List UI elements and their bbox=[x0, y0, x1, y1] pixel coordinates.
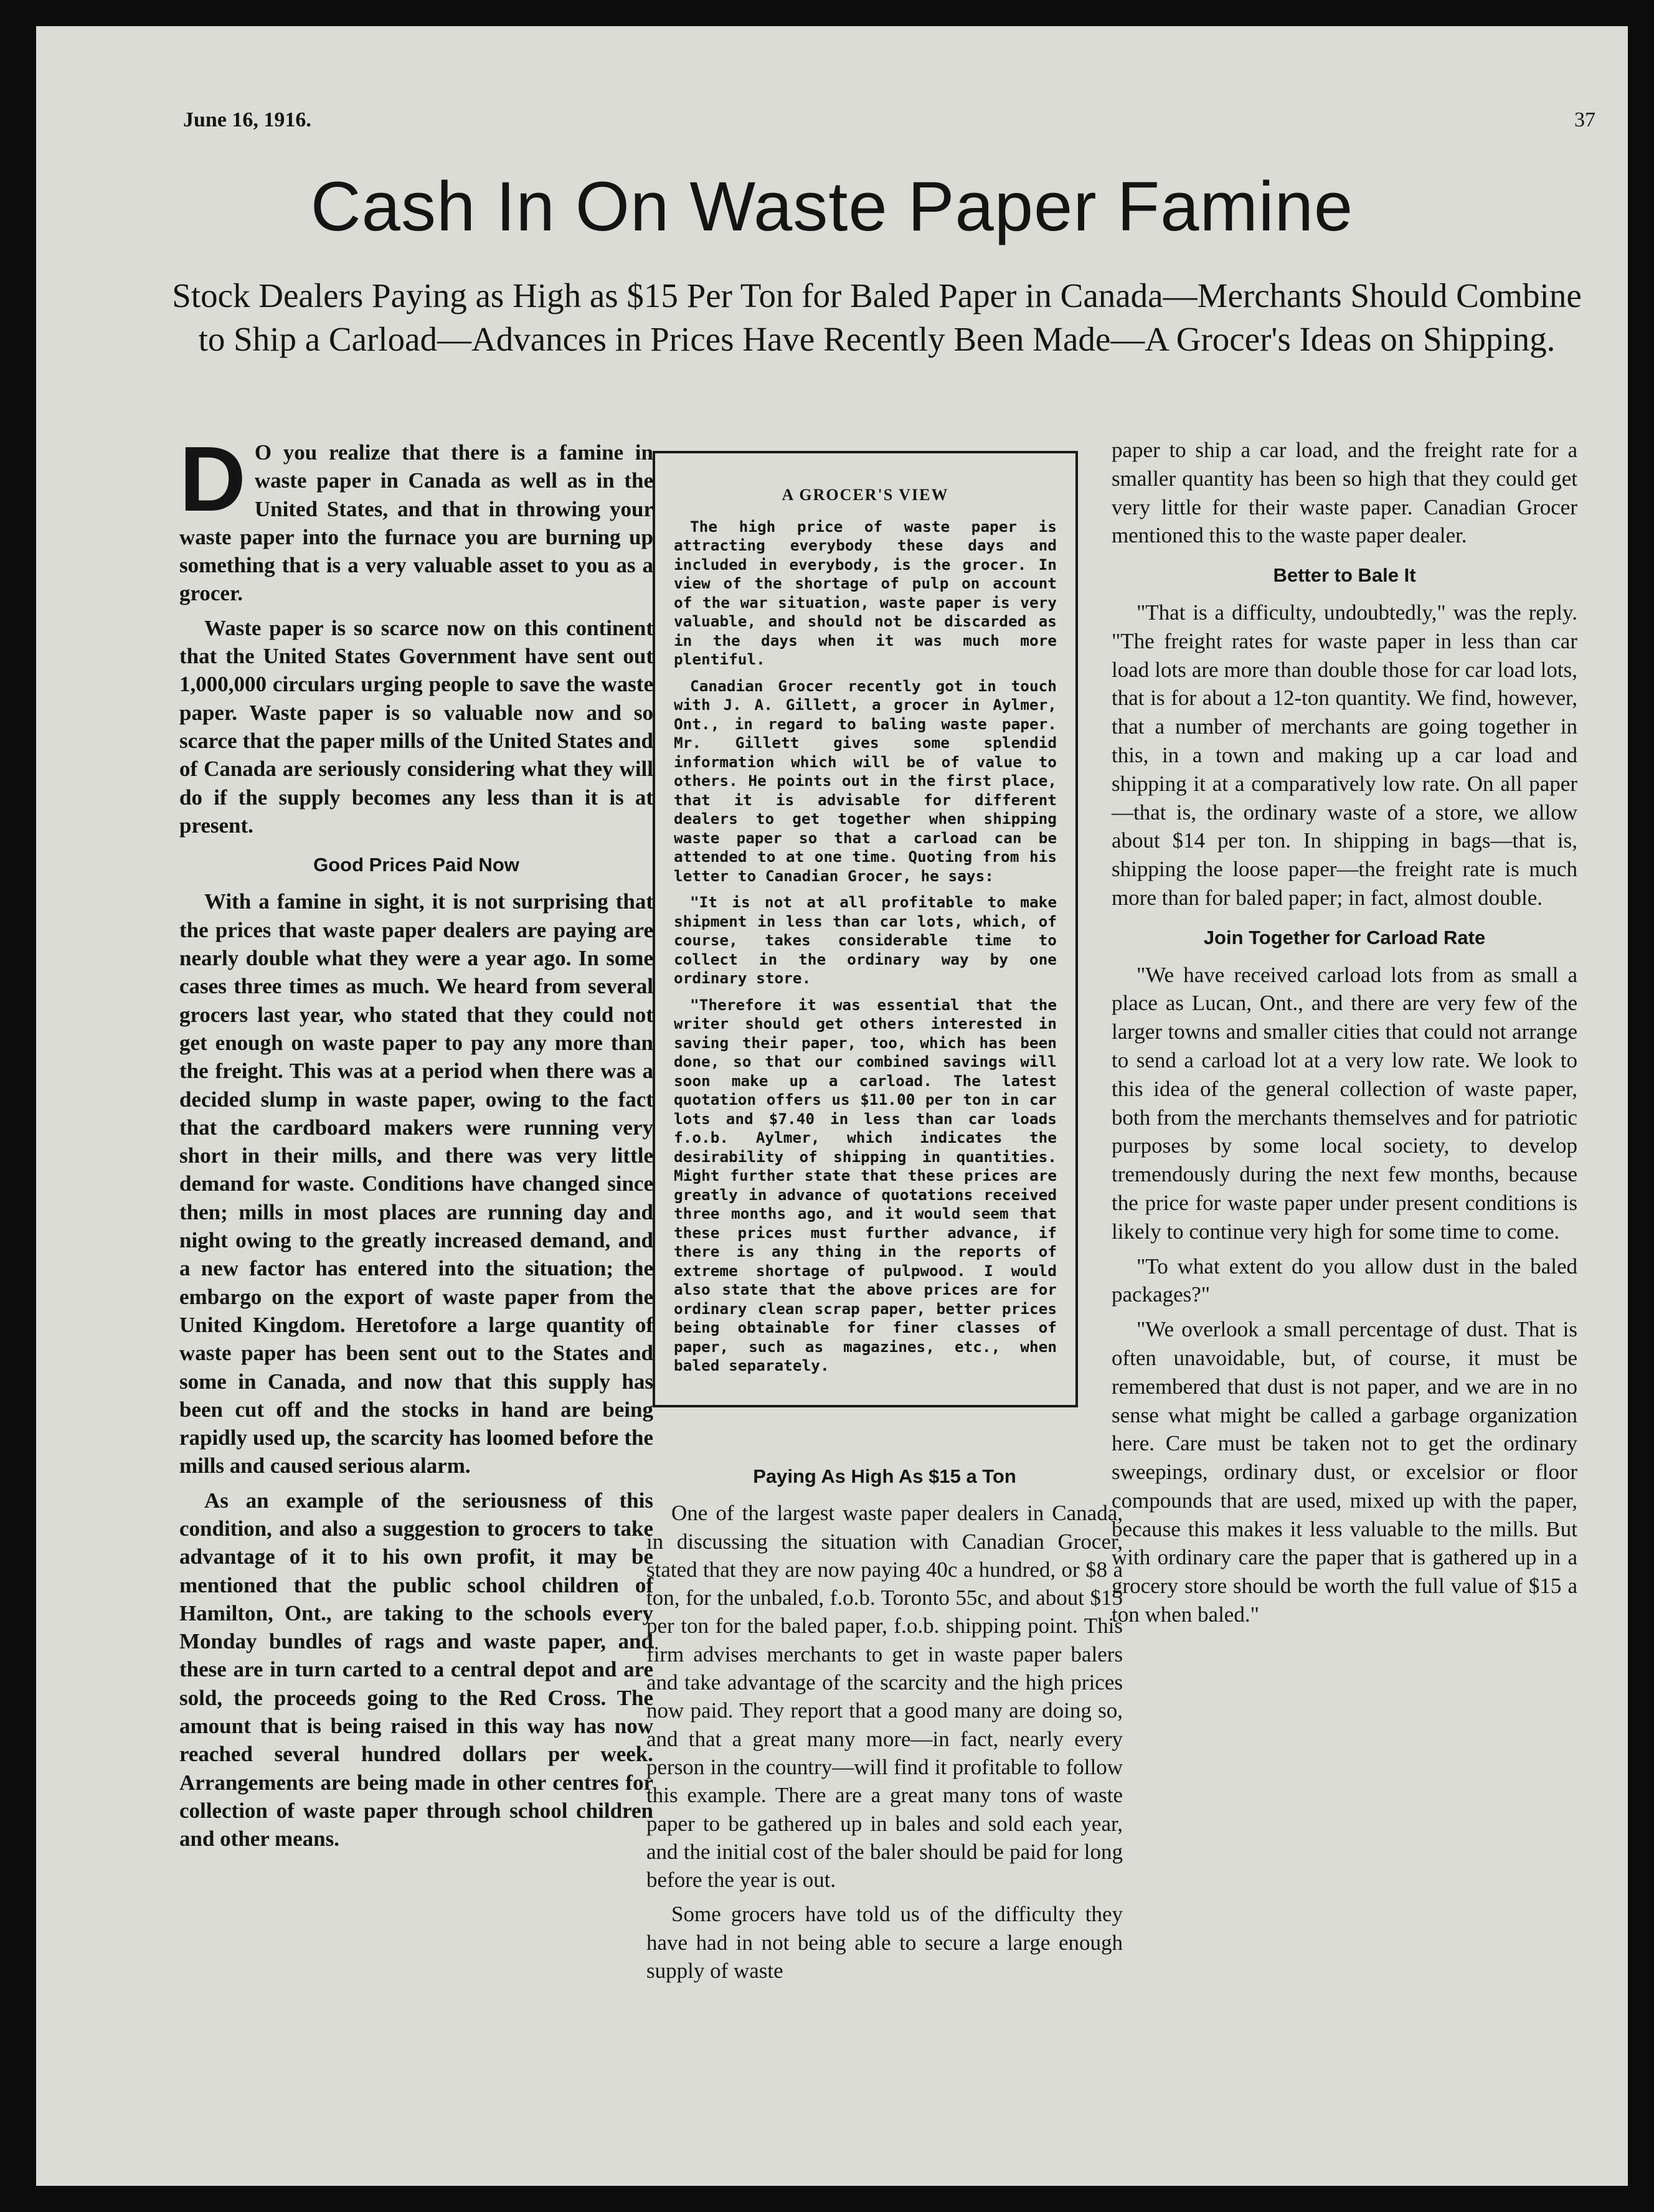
column-right bbox=[1112, 436, 1577, 1635]
column-middle bbox=[646, 1451, 1123, 1991]
paragraph-text: O you realize that there is a famine in waste paper in Canada as well as in the United States, and that in throwing your waste paper into the furnace you are burning up something that is a very valuable asset to you as a grocer. bbox=[179, 440, 653, 606]
section-heading: Good Prices Paid Now bbox=[313, 854, 519, 876]
paragraph: Some grocers have told us of the difficulty they have had in not being able to secure a large enough supply of waste bbox=[646, 1902, 1123, 1983]
box-paragraph: The high price of waste paper is attracting everybody these days and included in everybody, is the grocer. In view of the shortage of pulp on account of the war situation, waste paper is very valuable, and should not be discarded as in the days when it was much more plentiful. bbox=[674, 517, 1057, 668]
paragraph: "We have received carload lots from as small a place as Lucan, Ont., and there are very few of the larger towns and smaller cities that could not arrange to send a carload lot at a very low rate. We look to this idea of the general collection of waste paper, both from the merchants themselves and for patriotic purposes by some local society, to develop tremendously during the next few months, because the price for waste paper under present conditions is likely to continue very high for some time to come. bbox=[1112, 962, 1577, 1244]
page-number: 37 bbox=[1574, 108, 1595, 131]
paragraph: With a famine in sight, it is not surprising that the prices that waste paper dealers are paying are nearly double what they were a year ago. In some cases three times as much. We heard from several grocers last year, who stated that they could not get enough on waste paper to pay any more than the freight. This was at a period when there was a decided slump in waste paper, owing to the fact that the cardboard makers were running very short in their mills, and there was very little demand for waste. Conditions have changed since then; mills in most places are running day and night owing to the greatly increased demand, and a new factor has entered into the situation; the embargo on the export of waste paper from the United Kingdom. Heretofore a large quantity of waste paper has been sent out to the States and some in Canada, and now that this supply has been cut off and the stocks in hand are being rapidly used up, the scarcity has loomed before the mills and caused serious alarm. bbox=[179, 889, 653, 1478]
paragraph bbox=[179, 428, 653, 608]
paragraph: "We overlook a small percentage of dust. That is often unavoidable, but, of course, it must be remembered that dust is not paper, and we are in no sense what might be called a garbage organization here. Care must be taken not to get the ordinary sweepings, ordinary dust, or excelsior or floor compounds that are used, mixed up with the paper, because this makes it less valuable to the mills. But with ordinary care the paper that is gathered up in a grocery store should be worth the full value of $15 a ton when baled." bbox=[1112, 1317, 1577, 1627]
article-title: Cash In On Waste Paper Famine bbox=[310, 168, 1354, 245]
grocers-view-box bbox=[653, 451, 1078, 1407]
box-title: A GROCER'S VIEW bbox=[782, 486, 949, 504]
column-left bbox=[179, 428, 653, 1860]
paragraph: Waste paper is so scarce now on this continent that the United States Government have sent out 1,000,000 circulars urging people to save the waste paper. Waste paper is so valuable now and so scarce that the paper mills of the United States and of Canada are seriously considering what they will do if the supply becomes any less than it is at present. bbox=[179, 615, 653, 838]
drop-cap: D bbox=[179, 428, 246, 531]
section-heading: Paying As High As $15 a Ton bbox=[753, 1465, 1016, 1487]
paragraph: paper to ship a car load, and the freight rate for a smaller quantity has been so high that they could get very little for their waste paper. Canadian Grocer mentioned this to the waste paper dealer. bbox=[1112, 438, 1577, 548]
issue-date: June 16, 1916. bbox=[183, 108, 311, 131]
magazine-page bbox=[36, 26, 1628, 2186]
paragraph: "To what extent do you allow dust in the baled packages?" bbox=[1112, 1254, 1577, 1307]
paragraph: As an example of the seriousness of this condition, and also a suggestion to grocers to take advantage of it to his own profit, it may be mentioned that the public school children of Hamilton, Ont., are taking to the schools every Monday bundles of rags and waste paper, and these are in turn carted to a central depot and are sold, the proceeds going to the Red Cross. The amount that is being raised in this way has now reached several hundred dollars per week. Arrangements are being made in other centres for collection of waste paper through school children and other means. bbox=[179, 1488, 653, 1851]
article-subtitle: Stock Dealers Paying as High as $15 Per Ton for Baled Paper in Canada—Merchants Should Combine to Ship a Carload—Advances in Prices Have Recently Been Made—A Grocer's Ideas on Shipping. bbox=[172, 276, 1582, 358]
section-heading: Better to Bale It bbox=[1273, 564, 1416, 587]
section-heading: Join Together for Carload Rate bbox=[1203, 926, 1486, 948]
box-paragraph: "Therefore it was essential that the writer should get others interested in saving their paper, too, which has been done, so that our combined savings will soon make up a carload. The latest quotation offers us $11.00 per ton in car lots and $7.40 in less than car loads f.o.b. Aylmer, which indicates the desirability of shipping in quantities. Might further state that these prices are greatly in advance of quotations received three months ago, and it would seem that these prices must further advance, if there is any thing in the reports of extreme shortage of pulpwood. I would also state that the above prices are for ordinary clean scrap paper, better prices being obtainable for finer classes of paper, such as magazines, etc., when baled separately. bbox=[674, 995, 1057, 1374]
paragraph: One of the largest waste paper dealers in Canada, in discussing the situation with Canadian Grocer, stated that they are now paying 40c a hundred, or $8 a ton, for the unbaled, f.o.b. Toronto 55c, and about $15 per ton for the baled paper, f.o.b. shipping point. This firm advises merchants to get in waste paper balers and take advantage of the scarcity and the high prices now paid. They report that a good many are doing so, and that a great many more—in fact, nearly every person in the country—will find it profitable to follow this example. There are a great many tons of waste paper to be gathered up in bales and sold each year, and the initial cost of the baler should be paid for long before the year is out. bbox=[646, 1501, 1123, 1893]
box-paragraph: "It is not at all profitable to make shipment in less than car lots, which, of course, takes considerable time to collect in the ordinary way by one ordinary store. bbox=[674, 893, 1057, 987]
box-paragraph: Canadian Grocer recently got in touch with J. A. Gillett, a grocer in Aylmer, Ont., in regard to baling waste paper. Mr. Gillett gives some splendid information which will be of value to others. He points out in the first place, that it is advisable for different dealers to get together when shipping waste paper so that a carload can be attended to at one time. Quoting from his letter to Canadian Grocer, he says: bbox=[674, 676, 1057, 885]
paragraph: "That is a difficulty, undoubtedly," was the reply. "The freight rates for waste paper in less than car load lots are more than double those for car load lots, that is for about a 12-ton quantity. We find, however, that a number of merchants are going together in this, in a town and making up a car load and shipping it at a comparatively low rate. On all paper—that is, the ordinary waste of a store, we allow about $14 per ton. In shipping in bags—that is, shipping the loose paper—the freight rate is much more than for baled paper; in fact, almost double. bbox=[1112, 600, 1577, 910]
